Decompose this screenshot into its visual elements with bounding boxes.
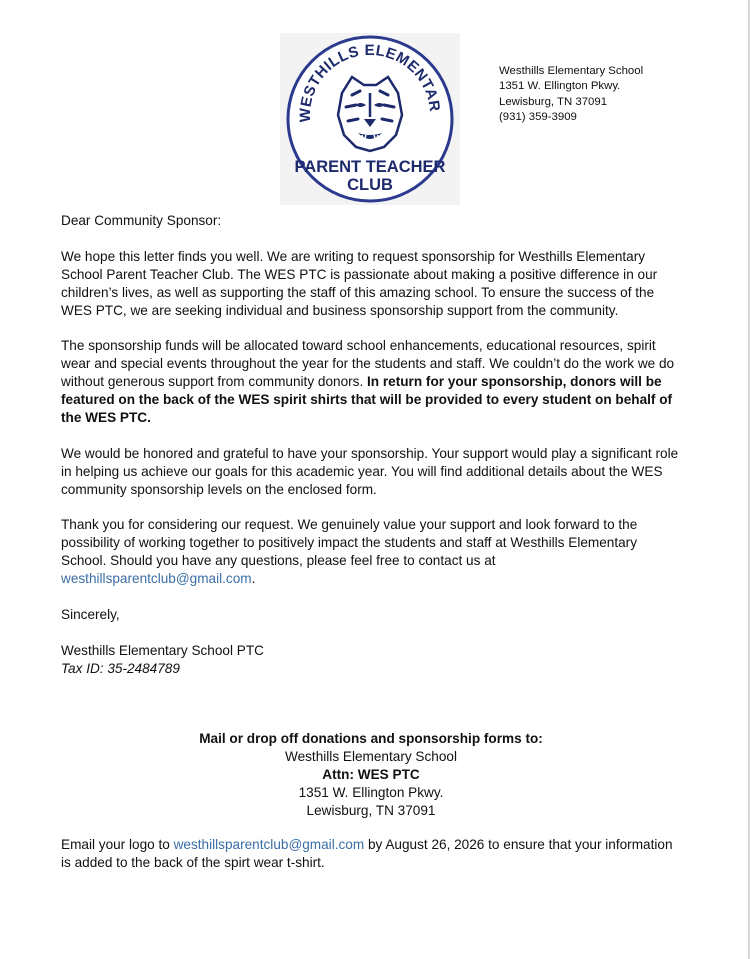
address-line: 1351 W. Ellington Pkwy. [499, 80, 621, 93]
mail-instructions [61, 730, 681, 820]
logo-parent-teacher: PARENT TEACHER [294, 158, 446, 176]
ptc-logo [280, 33, 460, 205]
mail-attn: Attn: WES PTC [322, 766, 420, 782]
footer-email-link[interactable]: westhillsparentclub@gmail.com [173, 837, 365, 852]
period: . [251, 571, 256, 587]
footer-suffix: by August 26, 2026 to ensure that your information is added to the back of the spirt wear t-shirt. [61, 837, 673, 870]
closing: Sincerely, [61, 606, 120, 622]
tiger-logo-icon [280, 33, 460, 205]
mail-heading: Mail or drop off donations and sponsorship forms to: [199, 731, 543, 746]
mail-street: 1351 W. Ellington Pkwy. [298, 784, 444, 800]
salutation: Dear Community Sponsor: [61, 213, 222, 228]
paragraph-honored: We would be honored and grateful to have your sponsorship. Your support would play a significant role in helping us achieve our goals for this academic year. You will find additional details about the WES community sponsorship levels on the enclosed form. [61, 445, 679, 497]
paragraph-thanks-text: Thank you for considering our request. We genuinely value your support and look forward to the possibility of working together to positively impact the students and staff at Westhills Elementary School. Should you have any questions, please feel free to contact us at [61, 517, 638, 569]
paragraph-funds-bold: In return for your sponsorship, donors will be featured on the back of the WES spirit shirts that will be provided to every student on behalf of the WES PTC. [61, 374, 673, 425]
tax-id: Tax ID: 35-2484789 [61, 660, 180, 676]
address-phone: (931) 359-3909 [499, 110, 577, 123]
logo-arc-text: WESTHILLS ELEMENTAR [296, 41, 444, 123]
paragraph-thanks [61, 516, 686, 588]
paragraph-intro: We hope this letter finds you well. We are writing to request sponsorship for Westhills Elementary School Parent Teacher Club. The WES PTC is passionate about making a positive difference in our children’s lives, as well as supporting the staff of this amazing school. To ensure the success of the WES PTC, we are seeking individual and business sponsorship support from the community. [61, 248, 658, 318]
footer-prefix: Email your logo to [61, 837, 170, 852]
mail-school: Westhills Elementary School [284, 748, 457, 764]
address-line: Westhills Elementary School [499, 65, 644, 77]
logo-club: CLUB [347, 176, 393, 194]
school-address [499, 64, 643, 125]
address-line: Lewisburg, TN 37091 [499, 95, 608, 108]
email-link[interactable]: westhillsparentclub@gmail.com [61, 571, 252, 587]
tiger-head-icon [338, 77, 402, 151]
mail-city: Lewisburg, TN 37091 [306, 802, 436, 818]
letter-body [61, 212, 686, 677]
paragraph-funds-text: The sponsorship funds will be allocated toward school enhancements, educational resources, spirit wear and special events throughout the year for the students and staff. We couldn’t do the work we do without generous support from community donors. [61, 338, 675, 390]
signature: Westhills Elementary School PTC [61, 642, 264, 658]
footer-note [61, 836, 686, 872]
paragraph-funds [61, 337, 686, 427]
